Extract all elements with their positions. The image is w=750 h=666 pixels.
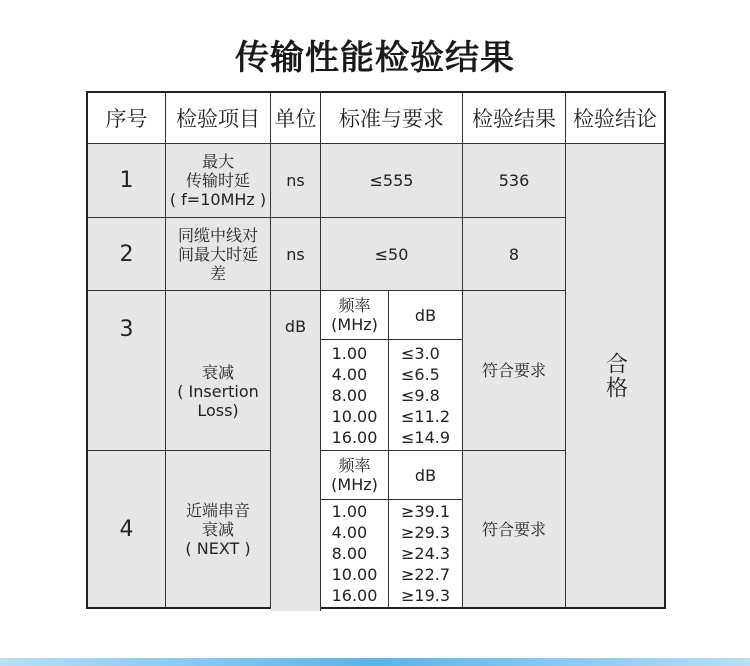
row4-freq-header-line1: 频率 — [338, 456, 371, 475]
row3-result: 符合要求 — [463, 291, 566, 451]
row3-no: 3 — [88, 291, 166, 451]
row4-limit-1: ≥39.1 — [400, 502, 451, 521]
row4-no: 4 — [88, 451, 166, 607]
row4-freq-1: 1.00 — [331, 502, 368, 521]
conclusion-text: 合格 — [602, 351, 628, 400]
row4-limit-list — [389, 500, 463, 607]
row2-item-line2: 间最大时延 — [177, 244, 258, 264]
header-conclusion: 检验结论 — [566, 93, 664, 144]
row1-item — [166, 144, 271, 218]
row4-freq-header — [321, 451, 389, 500]
row3-limit-1: ≤3.0 — [400, 343, 440, 363]
row3-item-line1: 衰减 — [201, 363, 234, 382]
row4-db-header: dB — [389, 451, 463, 500]
row3-limit-2: ≤6.5 — [400, 364, 440, 384]
row4-limit-4: ≥22.7 — [400, 565, 451, 584]
row3-limit-list — [389, 340, 463, 451]
page-title: 传输性能检验结果 — [235, 38, 515, 78]
row1-result: 536 — [463, 144, 566, 218]
bottom-accent-bar — [0, 658, 750, 666]
row3-unit: dB — [271, 291, 321, 611]
row3-freq-2: 4.00 — [331, 364, 368, 384]
header-result: 检验结果 — [463, 93, 566, 144]
row3-limit-5: ≤14.9 — [400, 427, 451, 447]
row4-item-line1: 近端串音 — [185, 500, 250, 520]
row2-result: 8 — [463, 218, 566, 291]
row1-item-line1: 最大 — [201, 152, 234, 171]
row4-freq-4: 10.00 — [331, 565, 378, 584]
row3-freq-1: 1.00 — [331, 343, 368, 363]
row2-standard: ≤50 — [321, 218, 463, 291]
row2-unit: ns — [271, 218, 321, 291]
row3-freq-list — [321, 340, 389, 451]
row4-freq-5: 16.00 — [331, 586, 378, 605]
row3-item-line3: Loss) — [197, 401, 239, 420]
row4-limit-3: ≥24.3 — [400, 544, 451, 563]
row3-limit-3: ≤9.8 — [400, 385, 440, 405]
row3-limit-4: ≤11.2 — [400, 406, 451, 426]
row2-no: 2 — [88, 218, 166, 291]
results-table — [86, 91, 666, 609]
row1-unit: ns — [271, 144, 321, 218]
row4-item — [166, 451, 271, 607]
row3-item — [166, 291, 271, 451]
row1-item-line3: ( f=10MHz ) — [169, 190, 267, 209]
row1-item-line2: 传输时延 — [185, 171, 250, 190]
row4-limit-2: ≥29.3 — [400, 523, 451, 542]
row3-item-line2: ( Insertion — [177, 382, 259, 401]
header-item: 检验项目 — [166, 93, 271, 144]
row1-no: 1 — [88, 144, 166, 218]
row4-freq-2: 4.00 — [331, 523, 368, 542]
row3-freq-header-line1: 频率 — [338, 296, 371, 315]
row4-item-line2: 衰减 — [201, 519, 234, 539]
row4-freq-header-line2: (MHz) — [331, 475, 378, 494]
row4-freq-3: 8.00 — [331, 544, 368, 563]
row1-standard: ≤555 — [321, 144, 463, 218]
row3-freq-3: 8.00 — [331, 385, 368, 405]
row4-freq-list — [321, 500, 389, 607]
row2-item — [166, 218, 271, 291]
row2-item-line3: 差 — [209, 263, 226, 283]
row4-result: 符合要求 — [463, 451, 566, 607]
header-standard: 标准与要求 — [321, 93, 463, 144]
row3-freq-header — [321, 291, 389, 340]
header-no: 序号 — [88, 93, 166, 144]
row3-freq-5: 16.00 — [331, 427, 378, 447]
row4-item-line3: ( NEXT ) — [185, 538, 251, 558]
conclusion-cell — [566, 144, 664, 607]
row2-item-line1: 同缆中线对 — [177, 225, 258, 245]
header-unit: 单位 — [271, 93, 321, 144]
row3-freq-4: 10.00 — [331, 406, 378, 426]
row3-freq-header-line2: (MHz) — [331, 315, 378, 334]
row4-limit-5: ≥19.3 — [400, 586, 451, 605]
row3-db-header: dB — [389, 291, 463, 340]
